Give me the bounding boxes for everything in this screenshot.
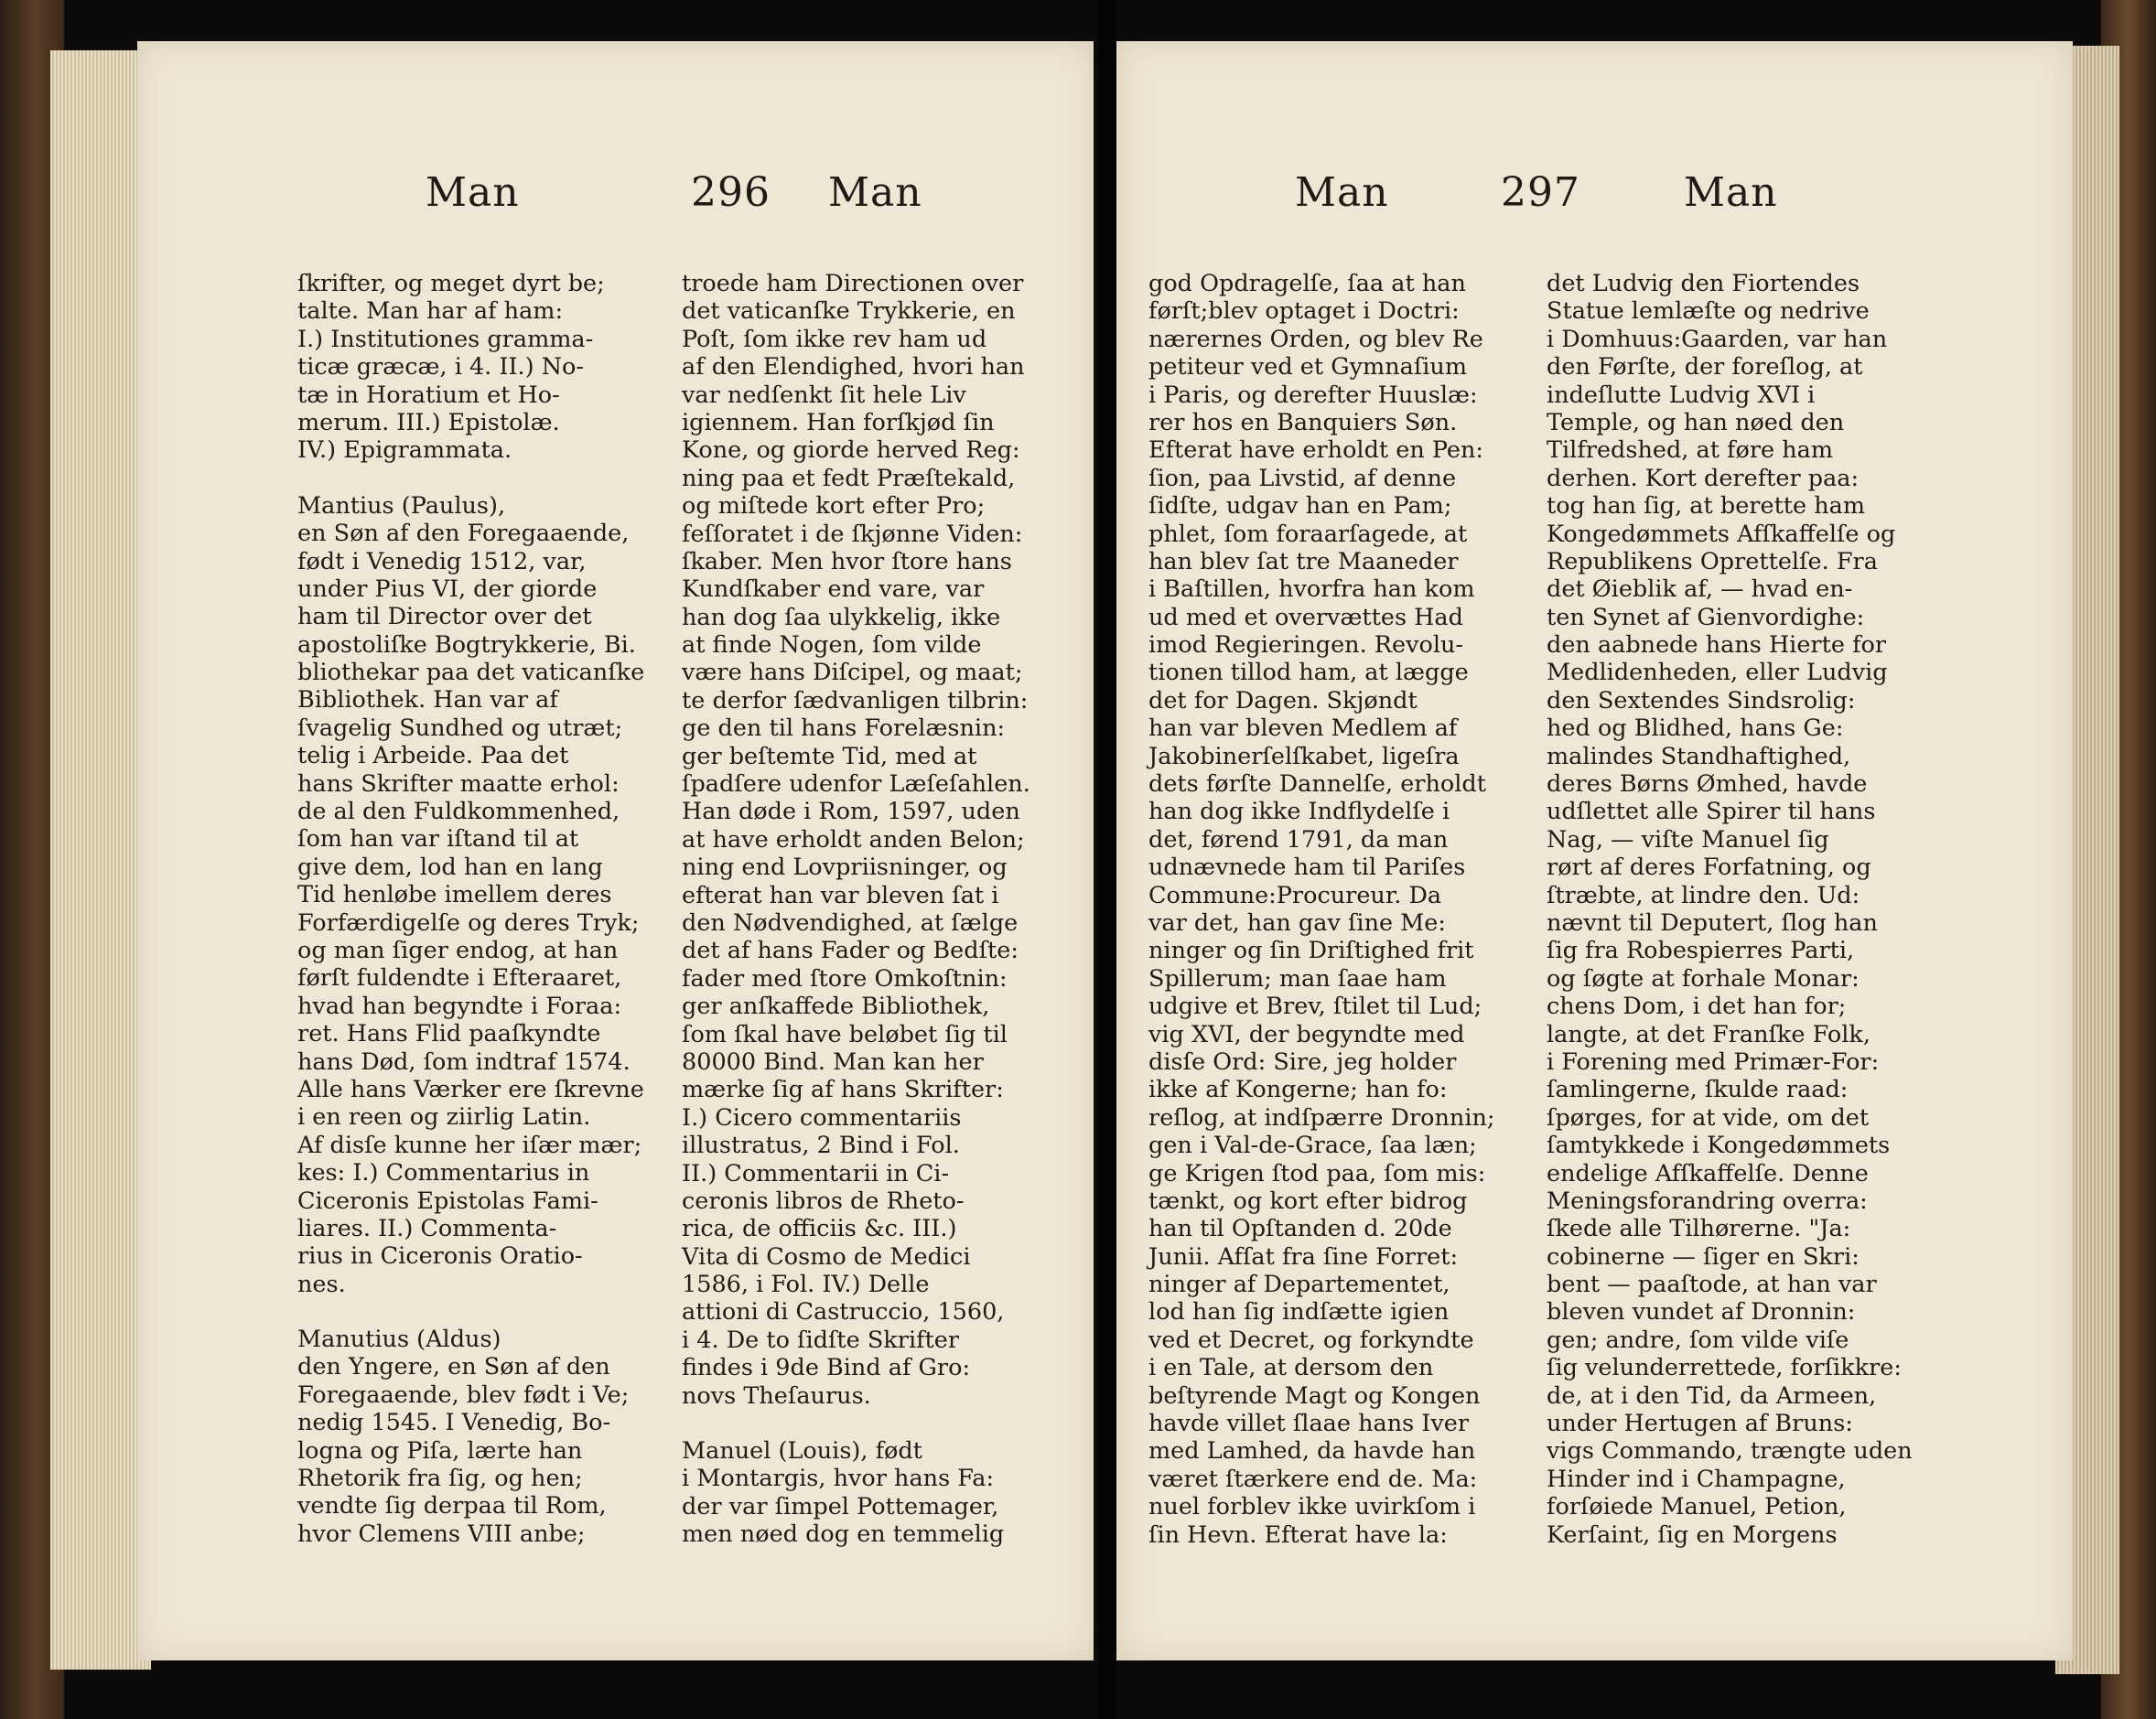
text-line: give dem, lod han en lang <box>297 853 603 881</box>
text-line: Kone, og giorde herved Reg: <box>682 436 1020 465</box>
text-line: vig XVI, der begyndte med <box>1148 1020 1465 1048</box>
text-line: nuel forblev ikke uvirkſom i <box>1148 1493 1476 1521</box>
text-line: Spillerum; man ſaae ham <box>1148 964 1447 993</box>
text-line: findes i 9de Bind af Gro: <box>682 1354 971 1382</box>
text-line: Manuel (Louis), født <box>682 1437 922 1466</box>
text-line: rius in Ciceronis Oratio- <box>297 1242 583 1271</box>
text-line: efterat han var bleven ſat i <box>682 881 999 909</box>
text-line: forſøiede Manuel, Petion, <box>1547 1493 1847 1521</box>
text-line: mærke ſig af hans Skrifter: <box>682 1076 1004 1104</box>
text-line: ſom ſkal have beløbet ſig til <box>682 1020 1008 1048</box>
text-line: ſin Hevn. Efterat have la: <box>1148 1520 1448 1549</box>
text-line: han dog ſaa ulykkelig, ikke <box>682 603 1001 631</box>
text-line: være hans Diſcipel, og maat; <box>682 659 1023 687</box>
text-line: nes. <box>297 1270 346 1298</box>
text-line: Efterat have erholdt en Pen: <box>1148 436 1483 465</box>
left-page <box>137 41 1094 1660</box>
text-line: den Sextendes Sindsrolig: <box>1547 686 1856 714</box>
text-line: i Forening med Primær-For: <box>1547 1048 1880 1076</box>
text-line: den aabnede hans Hierte for <box>1547 631 1887 660</box>
text-line: disſe Ord: Sire, jeg holder <box>1148 1048 1457 1076</box>
text-line: i en Tale, at dersom den <box>1148 1354 1434 1382</box>
text-line: Junii. Afſat fra ſine Forret: <box>1148 1242 1459 1271</box>
text-line: Alle hans Værker ere ſkrevne <box>297 1075 644 1103</box>
text-line: ſtræbte, at lindre den. Ud: <box>1547 881 1860 909</box>
text-line: 1586, i Fol. IV.) Delle <box>682 1271 930 1299</box>
text-line: nærernes Orden, og blev Re <box>1148 325 1483 353</box>
text-line: Mantius (Paulus), <box>297 491 506 520</box>
text-line: Kongedømmets Afſkaffelſe og <box>1547 520 1896 548</box>
text-line: ning paa et fedt Præſtekald, <box>682 464 1016 492</box>
right-page <box>1116 41 2073 1660</box>
text-line: cobinerne — ſiger en Skri: <box>1547 1242 1860 1271</box>
text-line: under Pius VI, der giorde <box>297 575 598 603</box>
text-line: ning end Lovpriisninger, og <box>682 854 1008 882</box>
text-line: bleven vundet af Dronnin: <box>1547 1298 1856 1327</box>
text-line: den Yngere, en Søn af den <box>297 1353 610 1381</box>
text-line: var nedſenkt ſit hele Liv <box>682 381 966 409</box>
text-line: ſidſte, udgav han en Pam; <box>1148 492 1452 521</box>
text-line: langte, at det Franſke Folk, <box>1547 1020 1870 1048</box>
text-line: Hinder ind i Champagne, <box>1547 1465 1846 1493</box>
text-line: med Lamhed, da havde han <box>1148 1437 1476 1466</box>
text-line: Nag, — viſte Manuel ſig <box>1547 825 1829 854</box>
text-line: kes: I.) Commentarius in <box>297 1159 590 1187</box>
text-line: hans Død, ſom indtraf 1574. <box>297 1048 631 1076</box>
text-line: de al den Fuldkommenhed, <box>297 798 620 826</box>
paragraph-gap <box>297 465 641 492</box>
right-page-number: 297 <box>1501 169 1580 216</box>
text-line: havde villet ſlaae hans Iver <box>1148 1410 1470 1438</box>
text-line: at finde Nogen, ſom vilde <box>682 631 982 660</box>
paragraph-gap <box>297 1298 641 1326</box>
text-line: født i Venedig 1512, var, <box>297 547 587 575</box>
text-line: Poſt, ſom ikke rev ham ud <box>682 325 987 353</box>
left-page-column-2 <box>682 270 1030 1549</box>
text-line: Vita di Cosmo de Medici <box>682 1242 971 1271</box>
text-line: Kundſkaber end vare, var <box>682 575 985 604</box>
text-line: ſion, paa Livstid, af denne <box>1148 464 1457 492</box>
text-line: i Domhuus:Gaarden, var han <box>1547 325 1888 353</box>
text-line: novs Theſaurus. <box>682 1381 871 1410</box>
text-line: chens Dom, i det han for; <box>1547 993 1847 1021</box>
text-line: illustratus, 2 Bind i Fol. <box>682 1132 960 1160</box>
right-page-column-2 <box>1547 270 1913 1549</box>
text-line: han blev ſat tre Maaneder <box>1148 547 1459 575</box>
text-line: under Hertugen af Bruns: <box>1547 1410 1853 1438</box>
text-line: Meningsforandring overra: <box>1547 1187 1868 1215</box>
text-line: ſkrifter, og meget dyrt be; <box>297 270 605 297</box>
text-line: bliothekar paa det vaticanſke <box>297 659 645 687</box>
text-line: ge Krigen ſtod paa, ſom mis: <box>1148 1159 1486 1187</box>
left-page-column-1 <box>297 270 645 1548</box>
text-line: Bibliothek. Han var af <box>297 686 558 714</box>
text-line: feſſoratet i de ſkjønne Viden: <box>682 520 1023 548</box>
text-line: telig i Arbeide. Paa det <box>297 742 569 770</box>
text-line: ten Synet af Gienvordighe: <box>1547 603 1865 631</box>
text-line: af den Elendighed, hvori han <box>682 353 1025 381</box>
text-line: og miſtede kort efter Pro; <box>682 492 986 521</box>
text-line: udnævnede ham til Pariſes <box>1148 854 1466 882</box>
text-line: ved et Decret, og forkyndte <box>1148 1326 1474 1354</box>
text-line: gen; andre, ſom vilde viſe <box>1547 1326 1849 1354</box>
right-header-word: Man <box>1295 169 1389 216</box>
text-line: 80000 Bind. Man kan her <box>682 1048 984 1076</box>
text-line: i en reen og ziirlig Latin. <box>297 1103 591 1132</box>
text-line: tænkt, og kort efter bidrog <box>1148 1187 1468 1215</box>
text-line: ud med et overvættes Had <box>1148 603 1463 631</box>
text-line: Rhetorik fra ſig, og hen; <box>297 1465 583 1493</box>
text-line: udſlettet alle Spirer til hans <box>1547 798 1876 826</box>
text-line: i Baſtillen, hvorfra han kom <box>1148 575 1475 604</box>
text-line: I.) Cicero commentariis <box>682 1103 962 1132</box>
left-page-number: 296 <box>691 169 771 216</box>
text-line: indeſlutte Ludvig XVI i <box>1547 381 1816 409</box>
text-line: nævnt til Deputert, ſlog han <box>1547 908 1878 937</box>
text-line: fader med ſtore Omkoſtnin: <box>682 964 1008 993</box>
text-line: phlet, ſom foraarſagede, at <box>1148 520 1468 548</box>
text-line: Republikens Oprettelſe. Fra <box>1547 547 1878 575</box>
text-line: men nøed dog en temmelig <box>682 1520 1005 1549</box>
text-line: apostoliſke Bogtrykkerie, Bi. <box>297 630 636 659</box>
text-line: ninger og ſin Driſtighed frit <box>1148 937 1474 965</box>
text-line: reſlog, at indſpærre Dronnin; <box>1148 1103 1495 1132</box>
text-line: attioni di Castruccio, 1560, <box>682 1298 1005 1327</box>
text-line: ſkede alle Tilhørerne. "Ja: <box>1547 1215 1851 1243</box>
text-line: ſom han var iſtand til at <box>297 825 579 854</box>
text-line: udgive et Brev, ſtilet til Lud; <box>1148 993 1482 1021</box>
text-line: det af hans Fader og Bedſte: <box>682 937 1019 965</box>
text-line: førſt fuldendte i Efteraaret, <box>297 964 622 993</box>
text-line: ham til Director over det <box>297 603 592 631</box>
text-line: IV.) Epigrammata. <box>297 436 512 465</box>
text-line: talte. Man har af ham: <box>297 297 564 326</box>
text-line: de, at i den Tid, da Armeen, <box>1547 1381 1877 1410</box>
text-line: vigs Commando, trængte uden <box>1547 1437 1913 1466</box>
text-line: været ſtærkere end de. Ma: <box>1148 1465 1478 1493</box>
text-line: der var ſimpel Pottemager, <box>682 1492 999 1520</box>
text-line: førſt;blev optaget i Doctri: <box>1148 297 1460 326</box>
text-line: i 4. De to ſidſte Skrifter <box>682 1326 960 1354</box>
text-line: te derfor ſædvanligen tilbrin: <box>682 686 1029 714</box>
text-line: Af disſe kunne her iſær mær; <box>297 1131 642 1159</box>
text-line: II.) Commentarii in Ci- <box>682 1159 950 1187</box>
text-line: Statue lemlæſte og nedrive <box>1547 297 1870 326</box>
paragraph-gap <box>682 1410 1020 1437</box>
text-line: en Søn af den Foregaaende, <box>297 520 630 548</box>
text-line: var det, han gav ſine Me: <box>1148 908 1446 937</box>
text-line: rica, de officiis &c. III.) <box>682 1215 957 1243</box>
text-line: han dog ikke Indflydelſe i <box>1148 798 1450 826</box>
text-line: i Montargis, hvor hans Fa: <box>682 1465 995 1493</box>
text-line: tæ in Horatium et Ho- <box>297 381 560 409</box>
text-line: det Øieblik af, — hvad en- <box>1547 575 1853 604</box>
text-line: Tilfredshed, at føre ham <box>1547 436 1834 465</box>
text-line: endelige Afſkaffelſe. Denne <box>1547 1159 1869 1187</box>
text-line: det vaticanſke Trykkerie, en <box>682 297 1016 326</box>
text-line: det, førend 1791, da man <box>1148 825 1449 854</box>
text-line: liares. II.) Commenta- <box>297 1214 557 1242</box>
text-line: derhen. Kort derefter paa: <box>1547 464 1860 492</box>
text-line: ſamlingerne, ſkulde raad: <box>1547 1076 1849 1104</box>
text-line: bent — paaſtode, at han var <box>1547 1271 1877 1299</box>
text-line: ikke af Kongerne; han fo: <box>1148 1076 1448 1104</box>
text-line: Kerſaint, ſig en Morgens <box>1547 1520 1838 1549</box>
text-line: Temple, og han nøed den <box>1547 408 1845 436</box>
text-line: ticæ græcæ, i 4. II.) No- <box>297 353 584 381</box>
text-line: ger beſtemte Tid, med at <box>682 742 977 770</box>
text-line: rer hos en Banquiers Søn. <box>1148 408 1458 436</box>
text-line: hvor Clemens VIII anbe; <box>297 1520 586 1548</box>
text-line: ret. Hans Flid paaſkyndte <box>297 1020 601 1048</box>
text-line: god Opdragelſe, ſaa at han <box>1148 270 1466 297</box>
text-line: ninger af Departementet, <box>1148 1271 1450 1299</box>
text-line: hed og Blidhed, hans Ge: <box>1547 714 1844 743</box>
book-gutter <box>1098 0 1116 1719</box>
text-line: Commune:Procureur. Da <box>1148 881 1442 909</box>
text-line: dets førſte Dannelſe, erholdt <box>1148 770 1486 799</box>
text-line: merum. III.) Epistolæ. <box>297 408 560 436</box>
text-line: den Førſte, der foreſlog, at <box>1547 353 1863 381</box>
text-line: Tid henløbe imellem deres <box>297 881 612 909</box>
left-header-word-right: Man <box>828 169 922 216</box>
text-line: Forfærdigelſe og deres Tryk; <box>297 908 640 937</box>
text-line: imod Regieringen. Revolu- <box>1148 631 1464 660</box>
text-line: ſig fra Robespierres Parti, <box>1547 937 1855 965</box>
text-line: gen i Val-de-Grace, ſaa læn; <box>1148 1132 1477 1160</box>
text-line: petiteur ved et Gymnaſium <box>1148 353 1468 381</box>
left-header-word: Man <box>426 169 520 216</box>
right-page-header <box>1295 169 1881 252</box>
text-line: han var bleven Medlem af <box>1148 714 1458 743</box>
text-line: ſamtykkede i Kongedømmets <box>1547 1132 1891 1160</box>
text-line: ſig velunderrettede, forſikkre: <box>1547 1354 1902 1382</box>
text-line: Han døde i Rom, 1597, uden <box>682 798 1020 826</box>
page-stack-left <box>50 50 151 1670</box>
left-page-header <box>426 169 1029 252</box>
text-line: det for Dagen. Skjøndt <box>1148 686 1418 714</box>
text-line: tionen tillod ham, at lægge <box>1148 659 1469 687</box>
text-line: Medlidenheden, eller Ludvig <box>1547 659 1888 687</box>
text-line: og man ſiger endog, at han <box>297 936 619 964</box>
text-line: rørt af deres Forfatning, og <box>1547 854 1871 882</box>
text-line: lod han ſig indſætte igien <box>1148 1298 1450 1327</box>
text-line: han til Opſtanden d. 20de <box>1148 1215 1452 1243</box>
text-line: Ciceronis Epistolas Fami- <box>297 1187 598 1215</box>
text-line: vendte ſig derpaa til Rom, <box>297 1492 607 1520</box>
text-line: hans Skrifter maatte erhol: <box>297 769 620 798</box>
text-line: hvad han begyndte i Foraa: <box>297 992 622 1020</box>
text-line: og ſøgte at forhale Monar: <box>1547 964 1860 993</box>
text-line: I.) Institutiones gramma- <box>297 325 594 353</box>
text-line: ſpørges, for at vide, om det <box>1547 1103 1870 1132</box>
right-header-word-right: Man <box>1684 169 1778 216</box>
right-page-column-1 <box>1148 270 1501 1549</box>
text-line: det Ludvig den Fiortendes <box>1547 270 1860 297</box>
text-line: deres Børns Ømhed, havde <box>1547 770 1868 799</box>
text-line: Jakobinerſelſkabet, ligeſra <box>1148 742 1460 770</box>
text-line: ge den til hans Forelæsnin: <box>682 714 1006 743</box>
text-line: ſpadſere udenfor Læſeſahlen. <box>682 770 1030 799</box>
text-line: nedig 1545. I Venedig, Bo- <box>297 1409 611 1437</box>
text-line: Foregaaende, blev født i Ve; <box>297 1381 630 1409</box>
text-line: beſtyrende Magt og Kongen <box>1148 1381 1481 1410</box>
text-line: ceronis libros de Rheto- <box>682 1187 965 1215</box>
text-line: logna og Piſa, lærte han <box>297 1436 583 1465</box>
text-line: at have erholdt anden Belon; <box>682 825 1025 854</box>
text-line: den Nødvendighed, at ſælge <box>682 908 1019 937</box>
text-line: malindes Standhaftighed, <box>1547 742 1851 770</box>
text-line: Manutius (Aldus) <box>297 1326 501 1354</box>
text-line: tog han ſig, at berette ham <box>1547 492 1866 521</box>
text-line: ger anſkaffede Bibliothek, <box>682 993 990 1021</box>
text-line: i Paris, og derefter Huuslæ: <box>1148 381 1478 409</box>
text-line: ſvagelig Sundhed og utræt; <box>297 714 623 742</box>
text-line: igiennem. Han forſkjød ſin <box>682 408 995 436</box>
text-line: ſkaber. Men hvor ſtore hans <box>682 547 1012 575</box>
text-line: troede ham Directionen over <box>682 270 1024 297</box>
